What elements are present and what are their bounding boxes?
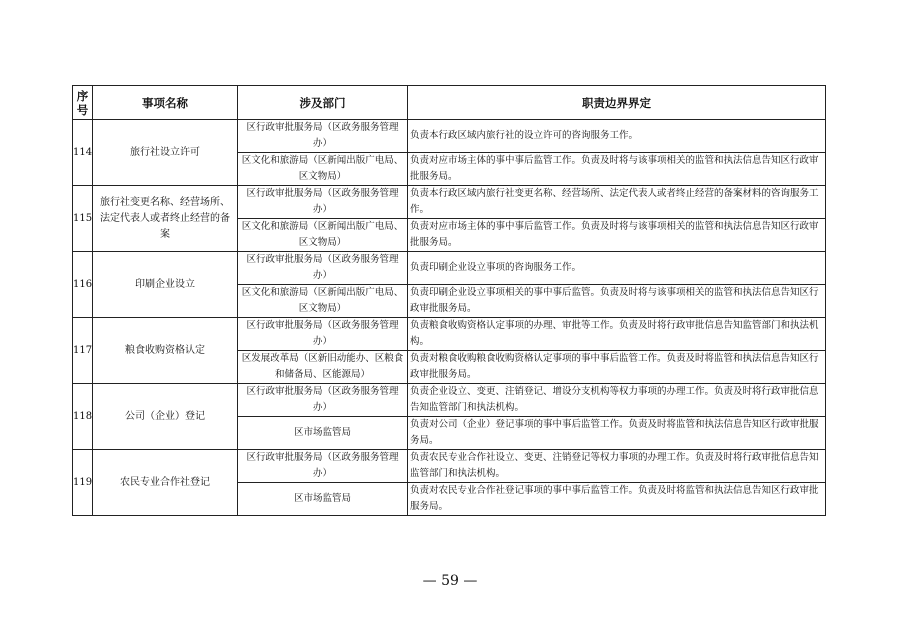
duty-boundary: 负责本行政区域内旅行社的设立许可的咨询服务工作。 bbox=[408, 120, 826, 153]
department: 区发展改革局（区新旧动能办、区粮食和储备局、区能源局） bbox=[238, 351, 408, 384]
department: 区行政审批服务局（区政务服务管理办） bbox=[238, 384, 408, 417]
item-name: 旅行社变更名称、经营场所、法定代表人或者终止经营的备案 bbox=[93, 186, 238, 252]
department: 区市场监管局 bbox=[238, 483, 408, 516]
item-name: 农民专业合作社登记 bbox=[93, 450, 238, 516]
row-number: 114 bbox=[73, 120, 93, 186]
department: 区文化和旅游局（区新闻出版广电局、区文物局） bbox=[238, 285, 408, 318]
header-department: 涉及部门 bbox=[238, 86, 408, 120]
duty-boundary: 负责对应市场主体的事中事后监管工作。负责及时将与该事项相关的监管和执法信息告知区行政审批服务局。 bbox=[408, 153, 826, 186]
duty-boundary: 负责本行政区域内旅行社变更名称、经营场所、法定代表人或者终止经营的备案材料的咨询服务工作。 bbox=[408, 186, 826, 219]
header-item-name: 事项名称 bbox=[93, 86, 238, 120]
row-number: 118 bbox=[73, 384, 93, 450]
department: 区文化和旅游局（区新闻出版广电局、区文物局） bbox=[238, 219, 408, 252]
table-row bbox=[73, 252, 826, 285]
table-row bbox=[73, 186, 826, 219]
table-row bbox=[73, 318, 826, 351]
item-name: 粮食收购资格认定 bbox=[93, 318, 238, 384]
item-name: 印刷企业设立 bbox=[93, 252, 238, 318]
duty-boundary: 负责企业设立、变更、注销登记、增设分支机构等权力事项的办理工作。负责及时将行政审批信息告知监管部门和执法机构。 bbox=[408, 384, 826, 417]
page-number: — 59 — bbox=[422, 573, 478, 589]
department: 区行政审批服务局（区政务服务管理办） bbox=[238, 186, 408, 219]
row-number: 119 bbox=[73, 450, 93, 516]
duty-boundary: 负责印刷企业设立事项的咨询服务工作。 bbox=[408, 252, 826, 285]
department: 区市场监管局 bbox=[238, 417, 408, 450]
row-number: 115 bbox=[73, 186, 93, 252]
row-number: 117 bbox=[73, 318, 93, 384]
duty-boundary: 负责对粮食收购粮食收购资格认定事项的事中事后监管工作。负责及时将监管和执法信息告知区行政审批服务局。 bbox=[408, 351, 826, 384]
department: 区行政审批服务局（区政务服务管理办） bbox=[238, 450, 408, 483]
duty-boundary: 负责对农民专业合作社登记事项的事中事后监管工作。负责及时将监管和执法信息告知区行政审批服务局。 bbox=[408, 483, 826, 516]
table-row bbox=[73, 120, 826, 153]
header-seq: 序号 bbox=[73, 86, 93, 120]
duty-boundary: 负责对应市场主体的事中事后监管工作。负责及时将与该事项相关的监管和执法信息告知区行政审批服务局。 bbox=[408, 219, 826, 252]
duty-boundary: 负责农民专业合作社设立、变更、注销登记等权力事项的办理工作。负责及时将行政审批信息告知监管部门和执法机构。 bbox=[408, 450, 826, 483]
responsibility-table bbox=[72, 85, 826, 516]
table-row bbox=[73, 450, 826, 483]
department: 区行政审批服务局（区政务服务管理办） bbox=[238, 252, 408, 285]
duty-boundary: 负责对公司（企业）登记事项的事中事后监管工作。负责及时将监管和执法信息告知区行政审批服务局。 bbox=[408, 417, 826, 450]
duty-boundary: 负责印刷企业设立事项相关的事中事后监管。负责及时将与该事项相关的监管和执法信息告知区行政审批服务局。 bbox=[408, 285, 826, 318]
department: 区行政审批服务局（区政务服务管理办） bbox=[238, 318, 408, 351]
row-number: 116 bbox=[73, 252, 93, 318]
department: 区行政审批服务局（区政务服务管理办） bbox=[238, 120, 408, 153]
table-row bbox=[73, 384, 826, 417]
item-name: 旅行社设立许可 bbox=[93, 120, 238, 186]
header-duty-boundary: 职责边界界定 bbox=[408, 86, 826, 120]
table-header-row bbox=[73, 86, 826, 120]
item-name: 公司（企业）登记 bbox=[93, 384, 238, 450]
department: 区文化和旅游局（区新闻出版广电局、区文物局） bbox=[238, 153, 408, 186]
duty-boundary: 负责粮食收购资格认定事项的办理、审批等工作。负责及时将行政审批信息告知监管部门和执法机构。 bbox=[408, 318, 826, 351]
